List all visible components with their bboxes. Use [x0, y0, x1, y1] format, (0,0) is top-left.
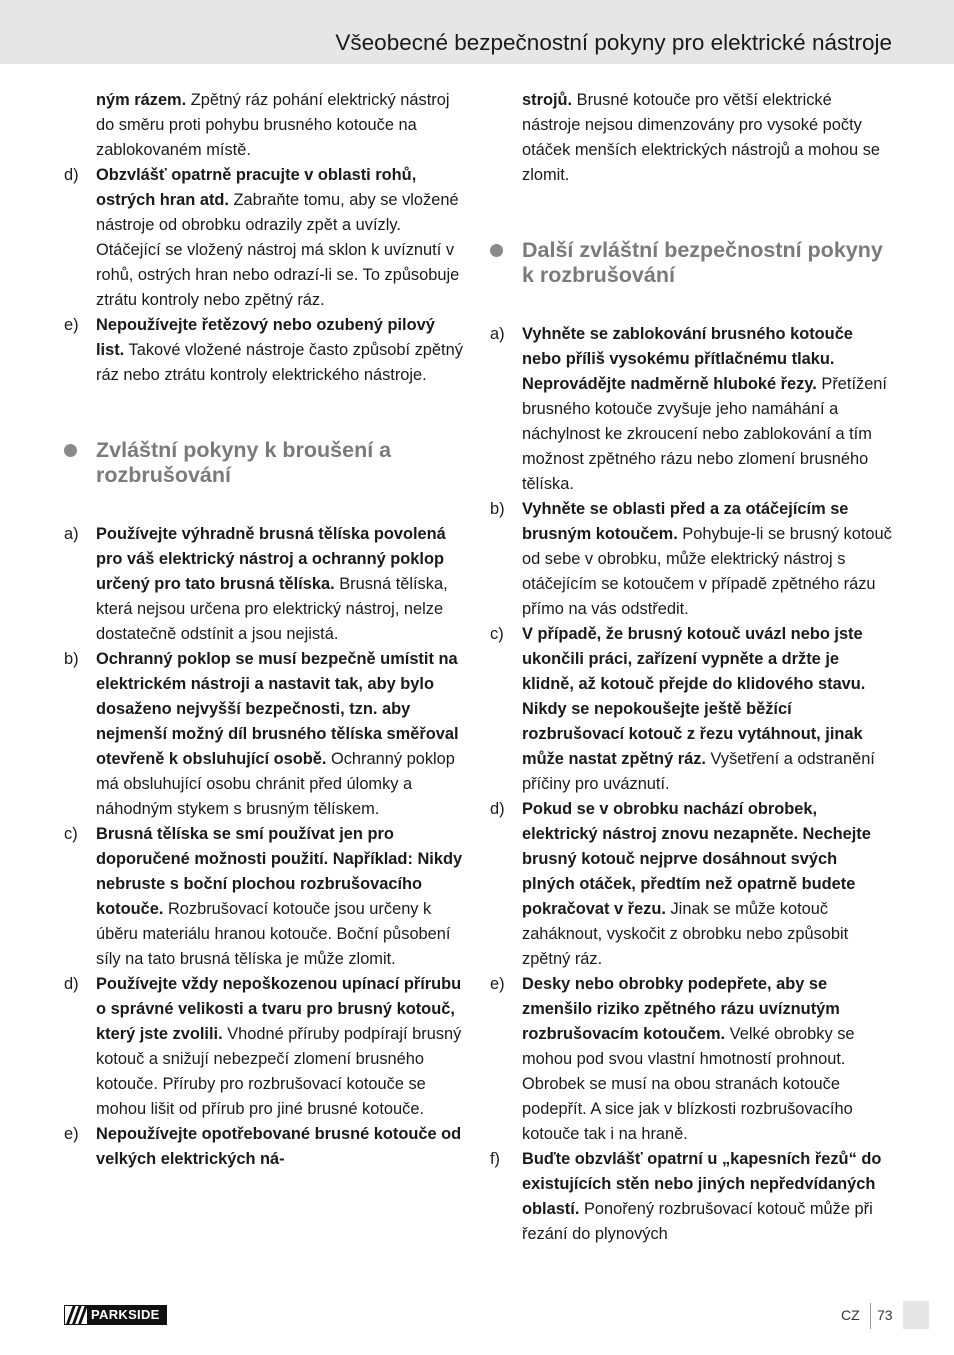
- page-number: 73: [877, 1307, 893, 1323]
- language-code: CZ: [841, 1307, 860, 1323]
- left-column: [64, 88, 464, 1172]
- continued-paragraph: ným rázem. Zpětný ráz pohání elektrický nástroj do směru proti pohybu brusného kotouče na zablokovaném místě.: [96, 91, 450, 159]
- page-header: [0, 0, 954, 64]
- list-item-d: d) Používejte vždy nepoškozenou upínací přírubu o správné velikosti a tvaru pro brusný kotouč, který jste zvolili. Vhodné příruby podpírají brusný kotouč a snižují nebezpečí zlomení brusného kotouče. Příruby pro rozbrušovací kotouče se mohou lišit od přírub pro jiné brusné kotouče.: [64, 975, 462, 1118]
- continued-paragraph: strojů. Brusné kotouče pro větší elektrické nástroje nejsou dimenzovány pro vysoké počty otáček menších elektrických nástrojů a mohou se zlomit.: [522, 91, 881, 184]
- list-item-f: f) Buďte obzvlášť opatrní u „kapesních řezů“ do existujících stěn nebo jiných nepředvídaných oblastí. Ponořený rozbrušovací kotouč může při řezání do plynových: [490, 1150, 882, 1243]
- footer-tab-marker: [903, 1301, 929, 1329]
- logo-text: PARKSIDE: [87, 1306, 166, 1324]
- section-heading: Zvláštní pokyny k broušení a rozbrušování: [64, 438, 464, 488]
- list-item-b: b) Ochranný poklop se musí bezpečně umístit na elektrickém nástroji a nastavit tak, aby bylo dosaženo nejvyšší bezpečnosti, tzn. aby nejmenší možný díl brusného tělíska směřoval otevřeně k obsluhující osobě. Ochranný poklop má obsluhující osobu chránit před úlomky a náhodným stykem s brusným tělískem.: [64, 650, 459, 818]
- list-item-b: b) Vyhněte se oblasti před a za otáčejícím se brusným kotoučem. Pohybuje-li se brusný kotouč od sebe v obrobku, může elektrický nástroj s otáčejícím se kotoučem v případě zpětného rázu přímo na vás odstředit.: [490, 500, 892, 618]
- list-item-d: d) Pokud se v obrobku nachází obrobek, elektrický nástroj znovu nezapněte. Nechejte brusný kotouč nejprve dosáhnout svých plných otáček, předtím než opatrně budete pokračovat v řezu. Jinak se může kotouč zaháknout, vyskočit z obrobku nebo způsobit zpětný ráz.: [490, 800, 871, 968]
- list-item-e: e) Nepoužívejte řetězový nebo ozubený pilový list. Takové vložené nástroje často způsobí zpětný ráz nebo ztrátu kontroly elektrického nástroje.: [64, 316, 463, 384]
- bullet-icon: [490, 244, 503, 257]
- list-item-c: c) Brusná tělíska se smí používat jen pro doporučené možnosti použití. Například: Nikdy nebruste s boční plochou rozbrušovacího kotouče. Rozbrušovací kotouče jsou určeny k úběru materiálu hranou kotouče. Boční působení síly na tato brusná tělíska je může zlomit.: [64, 825, 463, 968]
- section-heading: Další zvláštní bezpečnostní pokyny k rozbrušování: [490, 238, 892, 288]
- logo-stripes-icon: [65, 1306, 87, 1324]
- list-item-d: d) Obzvlášť opatrně pracujte v oblasti rohů, ostrých hran atd. Zabraňte tomu, aby se vložené nástroje od obrobku odrazily zpět a uvízly. Otáčející se vložený nástroj má sklon k uvíznutí v rohů, ostrých hran nebo odrazí-li se. To způsobuje ztrátu kontroly nebo zpětný ráz.: [64, 166, 460, 309]
- list-item-a: a) Vyhněte se zablokování brusného kotouče nebo příliš vysokému přítlačnému tlaku. Neprovádějte nadměrně hluboké řezy. Přetížení brusného kotouče zvyšuje jeho namáhání a náchylnost ke zkroucení nebo zablokování a tím možnost zpětného rázu nebo zlomení brusného tělíska.: [490, 325, 887, 493]
- bullet-icon: [64, 444, 77, 457]
- parkside-logo: [64, 1305, 167, 1325]
- list-item-e: e) Nepoužívejte opotřebované brusné kotouče od velkých elektrických ná-: [64, 1125, 462, 1168]
- right-column: [490, 88, 892, 1247]
- list-item-a: a) Používejte výhradně brusná tělíska povolená pro váš elektrický nástroj a ochranný poklop určený pro tato brusná tělíska. Brusná tělíska, která nejsou určena pro elektrický nástroj, nelze dostatečně odstínit a jsou nejistá.: [64, 525, 448, 643]
- footer-divider: [870, 1303, 871, 1329]
- page-title: Všeobecné bezpečnostní pokyny pro elektrické nástroje: [335, 30, 892, 55]
- list-item-c: c) V případě, že brusný kotouč uvázl nebo jste ukončili práci, zařízení vypněte a držte je klidně, až kotouč přejde do klidového stavu. Nikdy se nepokoušejte ještě běžící rozbrušovací kotouč z řezu vytáhnout, jinak může nastat zpětný ráz. Vyšetření a odstranění příčiny pro uváznutí.: [490, 625, 875, 793]
- list-item-e: e) Desky nebo obrobky podepřete, aby se zmenšilo riziko zpětného rázu uvíznutým rozbrušovacím kotoučem. Velké obrobky se mohou pod svou vlastní hmotností prohnout. Obrobek se musí na obou stranách kotouče podepřít. A sice jak v blízkosti rozbrušovacího kotouče tak i na hraně.: [490, 975, 855, 1143]
